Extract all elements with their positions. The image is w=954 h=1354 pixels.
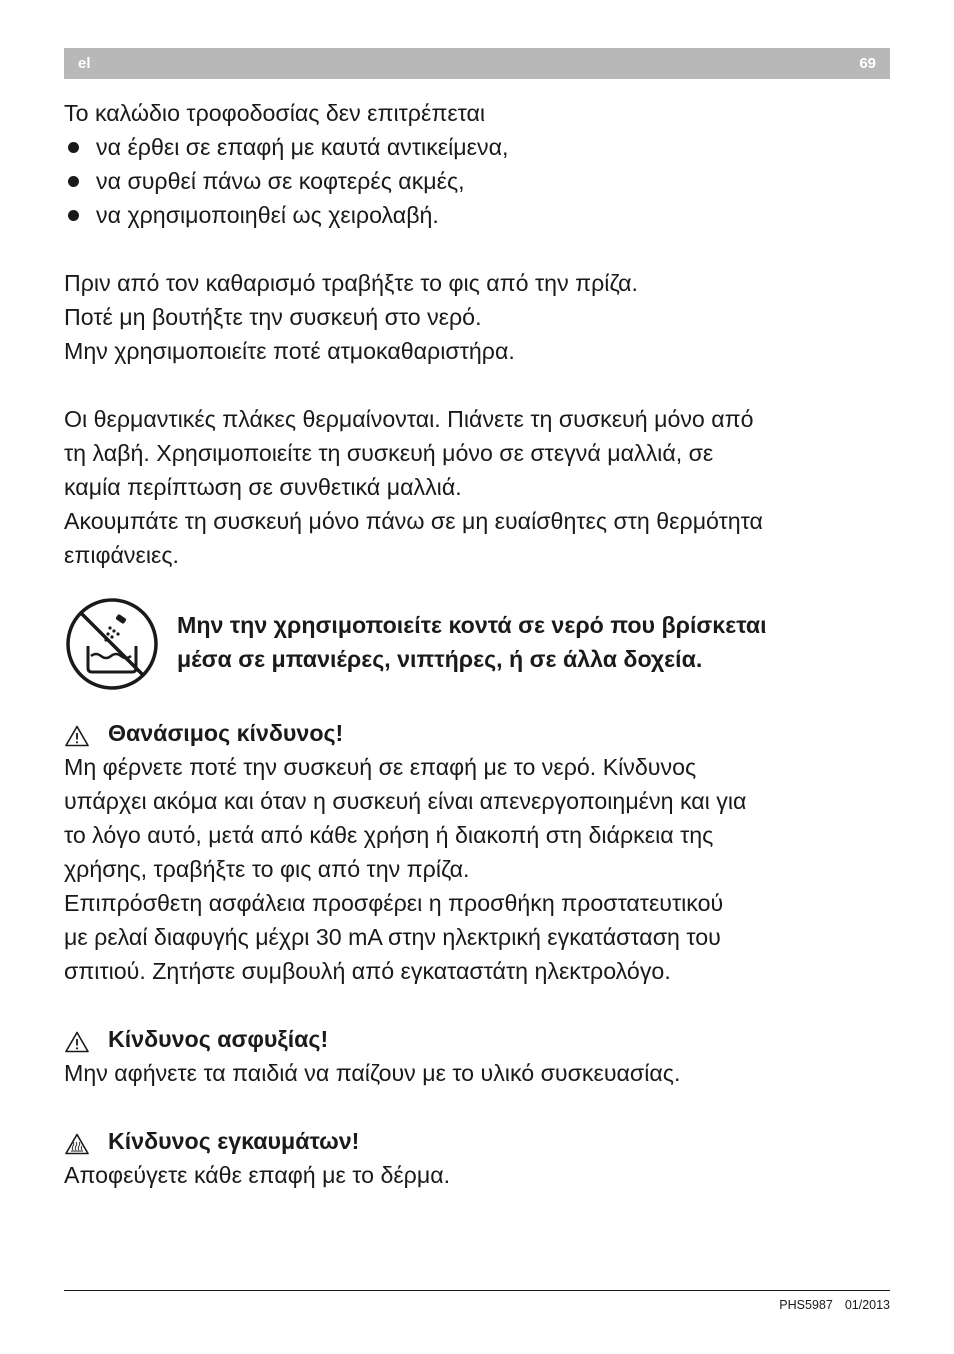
hot-surface-warning-icon (65, 1130, 89, 1164)
cleaning-line: Πριν από τον καθαρισμό τραβήξτε το φις από την πρίζα. (64, 270, 638, 296)
header-bar (64, 48, 890, 79)
water-notice-text: Μην την χρησιμοποιείτε κοντά σε νερό που βρίσκεται μέσα σε μπανιέρες, νιπτήρες, ή σε άλλα δοχεία. (177, 612, 767, 672)
page-number: 69 (859, 55, 876, 72)
suffocation-text: Μην αφήνετε τα παιδιά να παίζουν με το υλικό συσκευασίας. (64, 1060, 681, 1086)
bullet-icon (68, 210, 79, 221)
heating-line: Ακουμπάτε τη συσκευή μόνο πάνω σε μη ευαίσθητες στη θερμότητα (64, 508, 763, 534)
suffocation-heading: Κίνδυνος ασφυξίας! (64, 1022, 894, 1056)
danger-line: Μη φέρνετε ποτέ την συσκευή σε επαφή με το νερό. Κίνδυνος (64, 754, 697, 780)
warning-triangle-icon (65, 1028, 89, 1062)
danger-line: υπάρχει ακόμα και όταν η συσκευή είναι απενεργοποιημένη και για (64, 788, 747, 814)
cleaning-line: Μην χρησιμοποιείτε ποτέ ατμοκαθαριστήρα. (64, 338, 515, 364)
heating-line: καμία περίπτωση σε συνθετικά μαλλιά. (64, 474, 462, 500)
danger-line: χρήσης, τραβήξτε το φις από την πρίζα. (64, 856, 470, 882)
bullet-icon (68, 176, 79, 187)
cord-intro: Το καλώδιο τροφοδοσίας δεν επιτρέπεται (64, 100, 486, 126)
footer (779, 1298, 890, 1312)
water-notice (64, 596, 894, 692)
bullet-icon (68, 142, 79, 153)
page-content (64, 96, 894, 1192)
danger-line: σπιτιού. Ζητήστε συμβουλή από εγκαταστάτη ηλεκτρολόγο. (64, 958, 671, 984)
danger-heading: Θανάσιμος κίνδυνος! (64, 716, 894, 750)
danger-line: Επιπρόσθετη ασφάλεια προσφέρει η προσθήκη προστατευτικού (64, 890, 724, 916)
edition-date: 01/2013 (844, 1298, 890, 1312)
cleaning-line: Ποτέ μη βουτήξτε την συσκευή στο νερό. (64, 304, 482, 330)
footer-divider (64, 1290, 890, 1291)
burns-heading: Κίνδυνος εγκαυμάτων! (64, 1124, 894, 1158)
list-item: να χρησιμοποιηθεί ως χειρολαβή. (64, 198, 894, 232)
warning-triangle-icon (65, 722, 89, 756)
model-number: PHS5987 (779, 1298, 833, 1312)
heating-line: Οι θερμαντικές πλάκες θερμαίνονται. Πιάνετε τη συσκευή μόνο από (64, 406, 754, 432)
cord-bullet-list (64, 130, 894, 232)
burns-text: Αποφεύγετε κάθε επαφή με το δέρμα. (64, 1162, 451, 1188)
language-code: el (78, 55, 91, 72)
list-item: να συρθεί πάνω σε κοφτερές ακμές, (64, 164, 894, 198)
heating-line: τη λαβή. Χρησιμοποιείτε τη συσκευή μόνο σε στεγνά μαλλιά, σε (64, 440, 714, 466)
danger-line: με ρελαί διαφυγής μέχρι 30 mA στην ηλεκτρική εγκατάσταση του (64, 924, 721, 950)
list-item: να έρθει σε επαφή με καυτά αντικείμενα, (64, 130, 894, 164)
no-water-bath-icon (64, 596, 160, 692)
danger-line: το λόγο αυτό, μετά από κάθε χρήση ή διακοπή στη διάρκεια της (64, 822, 714, 848)
heating-line: επιφάνειες. (64, 542, 179, 568)
